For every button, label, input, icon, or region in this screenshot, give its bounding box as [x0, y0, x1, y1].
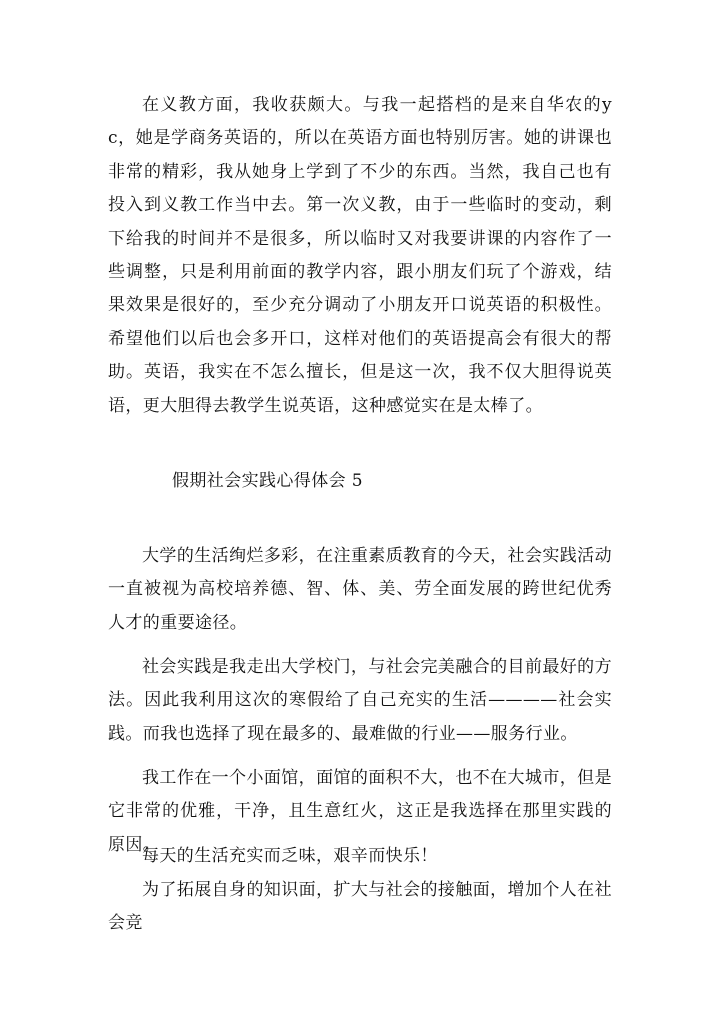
section-heading: 假期社会实践心得体会 5 [172, 471, 364, 491]
paragraph-daily-life: 每天的生活充实而乏味，艰辛而快乐！ [142, 846, 438, 866]
paragraph-volunteer-teaching: 在义教方面，我收获颇大。与我一起搭档的是来自华农的yc，她是学商务英语的，所以在英语方面也特别厉害。她的讲课也非常的精彩，我从她身上学到了不少的东西。当然，我自己也有投入到义教工作当中去。第一次义教，由于一些临时的变动，剩下给我的时间并不是很多，所以临时又对我要讲课的内容作了一些调整，只是利用前面的教学内容，跟小朋友们玩了个游戏，结果效果是很好的，至少充分调动了小朋友开口说英语的积极性。希望他们以后也会多开口，这样对他们的英语提高会有很大的帮助。英语，我实在不怎么擅长，但是这一次，我不仅大胆得说英语，更大胆得去教学生说英语，这种感觉实在是太棒了。 [108, 95, 612, 416]
paragraph-university-life: 大学的生活绚烂多彩，在注重素质教育的今天，社会实践活动一直被视为高校培养德、智、体、美、劳全面发展的跨世纪优秀人才的重要途径。 [108, 546, 612, 633]
paragraph-expand-knowledge: 为了拓展自身的知识面，扩大与社会的接触面，增加个人在社会竞 [108, 880, 612, 934]
paragraph-social-practice: 社会实践是我走出大学校门，与社会完美融合的目前最好的方法。因此我利用这次的寒假给了自己充实的生活————社会实践。而我也选择了现在最多的、最难做的行业——服务行业。 [108, 657, 612, 744]
paragraph-noodle-shop: 我工作在一个小面馆，面馆的面积不大，也不在大城市，但是它非常的优雅，干净，且生意红火，这正是我选择在那里实践的原因。 [108, 768, 612, 855]
